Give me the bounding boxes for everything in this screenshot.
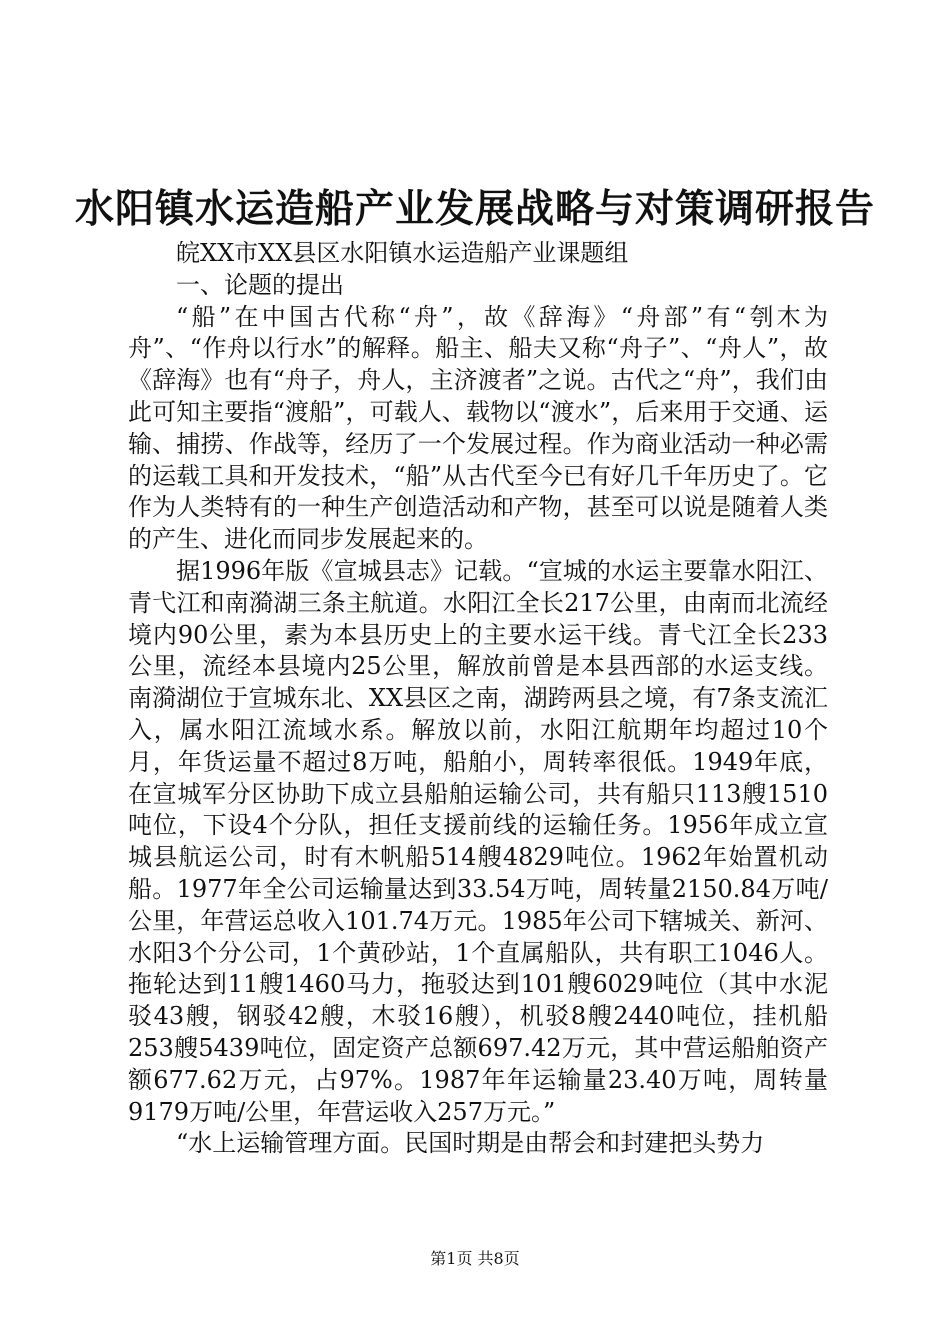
page-footer: 第1页 共8页 (430, 1249, 520, 1268)
author-line: 皖XX市XX县区水阳镇水运造船产业课题组 (176, 239, 629, 267)
body-paragraph: “船”在中国古代称“舟”，故《辞海》“舟部”有“刳木为舟”、“作舟以行水”的解释。船主、船夫又称“舟子”、“舟人”，故《辞海》也有“舟子，舟人，主济渡者”之说。古代之“舟”，我们由此可知主要指“渡船”，可载人、载物以“渡水”，后来用于交通、运输、捕捞、作战等，经历了一个发展过程。作为商业活动一种必需的运载工具和开发技术，“船”从古代至今已有好几千年历史了。它作为人类特有的一种生产创造活动和产物，甚至可以说是随着人类的产生、进化而同步发展起来的。 (128, 302, 828, 554)
body-paragraph: 据1996年版《宣城县志》记载。“宣城的水运主要靠水阳江、青弋江和南漪湖三条主航道。水阳江全长217公里，由南而北流经境内90公里，素为本县历史上的主要水运干线。青弋江全长233公里，流经本县境内25公里，解放前曾是本县西部的水运支线。南漪湖位于宣城东北、XX县区之南，湖跨两县之境，有7条支流汇入，属水阳江流域水系。解放以前，水阳江航期年均超过10个月，年货运量不超过8万吨，船舶小，周转率很低。1949年底，在宣城军分区协助下成立县船舶运输公司，共有船只113艘1510吨位，下设4个分队，担任支援前线的运输任务。1956年成立宣城县航运公司，时有木帆船514艘4829吨位。1962年始置机动船。1977年全公司运输量达到33.54万吨，周转量2150.84万吨/公里，年营运总收入101.74万元。1985年公司下辖城关、新河、水阳3个分公司，1个黄砂站，1个直属船队，共有职工1046人。拖轮达到11艘1460马力，拖驳达到101艘6029吨位（其中水泥驳43艘，钢驳42艘，木驳16艘），机驳8艘2440吨位，挂机船253艘5439吨位，固定资产总额697.42万元，其中营运船舶资产额677.62万元，占97%。1987年年运输量23.40万吨，周转量9179万吨/公里，年营运收入257万元。” (128, 556, 828, 1126)
document-title: 水阳镇水运造船产业发展战略与对策调研报告 (74, 186, 875, 232)
section-heading: 一、论题的提出 (176, 270, 344, 299)
document-body (128, 238, 828, 1160)
body-paragraph: “水上运输管理方面。民国时期是由帮会和封建把头势力 (176, 1129, 765, 1158)
